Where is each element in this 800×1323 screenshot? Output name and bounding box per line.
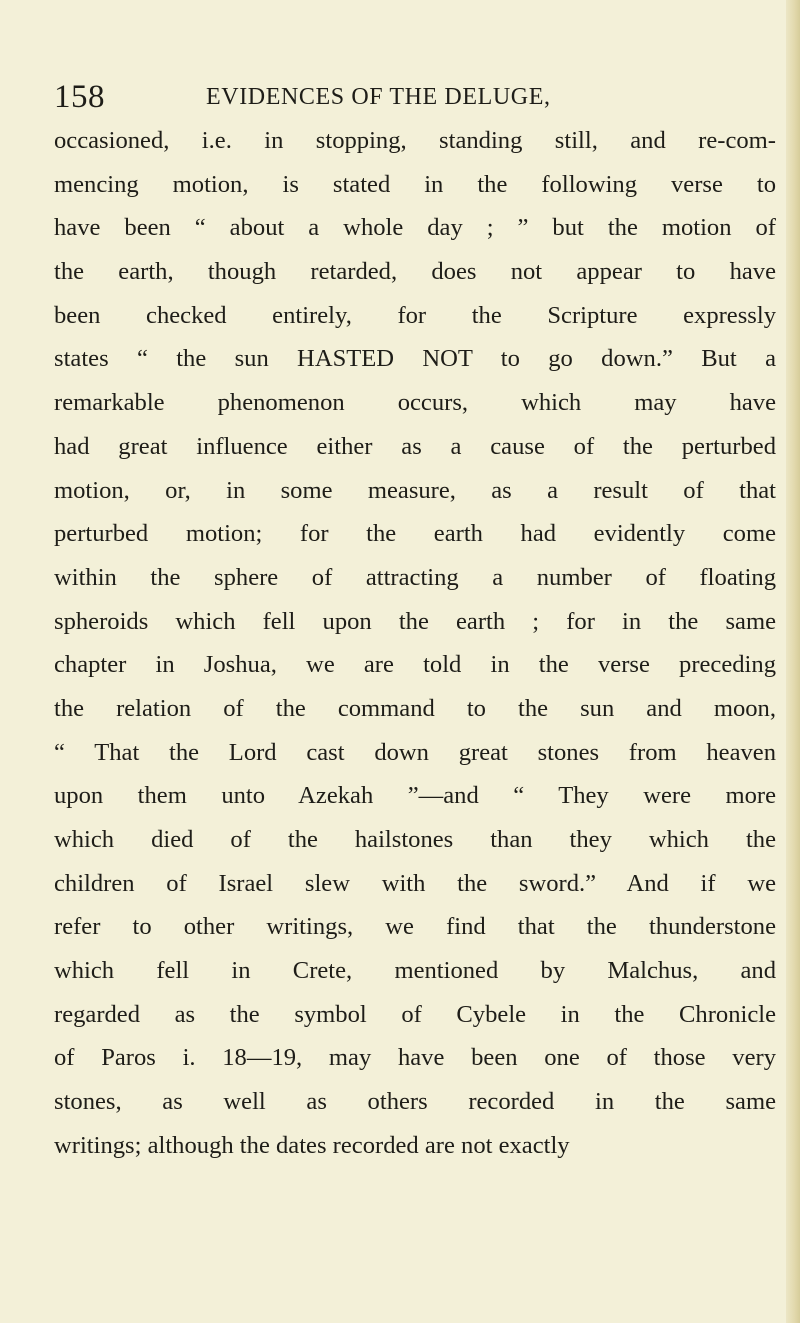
body-text (54, 119, 776, 1168)
text-line: occasioned, i.e. in stopping, standing still, and re-com- (54, 127, 776, 154)
text-line: within the sphere of attracting a number of floating (54, 563, 776, 591)
text-line: motion, or, in some measure, as a result of that (54, 476, 776, 504)
text-line: had great influence either as a cause of the perturbed (54, 432, 776, 460)
text-line: of Paros i. 18—19, may have been one of those very (54, 1044, 776, 1072)
text-line: the earth, though retarded, does not appear to have (54, 258, 776, 286)
text-line: perturbed motion; for the earth had evidently come (54, 520, 776, 548)
text-line: remarkable phenomenon occurs, which may have (54, 389, 776, 417)
page-number: 158 (54, 79, 105, 115)
text-line: stones, as well as others recorded in the same (54, 1088, 776, 1116)
text-line: the relation of the command to the sun and moon, (54, 694, 776, 722)
text-line: children of Israel slew with the sword.” And if we (54, 869, 776, 897)
text-line: spheroids which fell upon the earth ; for in the same (54, 607, 776, 635)
text-line: have been “ about a whole day ; ” but the motion of (54, 214, 776, 242)
page-edge (786, 0, 800, 1323)
text-line: writings; although the dates recorded are not exactly (54, 1131, 570, 1159)
text-line: been checked entirely, for the Scripture expressly (54, 301, 776, 329)
text-line: refer to other writings, we find that the thunderstone (54, 913, 776, 941)
text-line: “ That the Lord cast down great stones from heaven (54, 738, 776, 766)
text-line: regarded as the symbol of Cybele in the Chronicle (54, 1000, 776, 1028)
text-line: mencing motion, is stated in the following verse to (54, 170, 776, 198)
text-line: upon them unto Azekah ”—and “ They were more (54, 782, 776, 810)
text-line: which died of the hailstones than they which the (54, 826, 776, 853)
text-line: states “ the sun HASTED NOT to go down.” But a (54, 345, 776, 373)
text-line: chapter in Joshua, we are told in the verse preceding (54, 651, 776, 679)
running-head: EVIDENCES OF THE DELUGE, (206, 84, 551, 110)
page-header (54, 77, 774, 117)
text-line: which fell in Crete, mentioned by Malchus, and (54, 957, 776, 985)
